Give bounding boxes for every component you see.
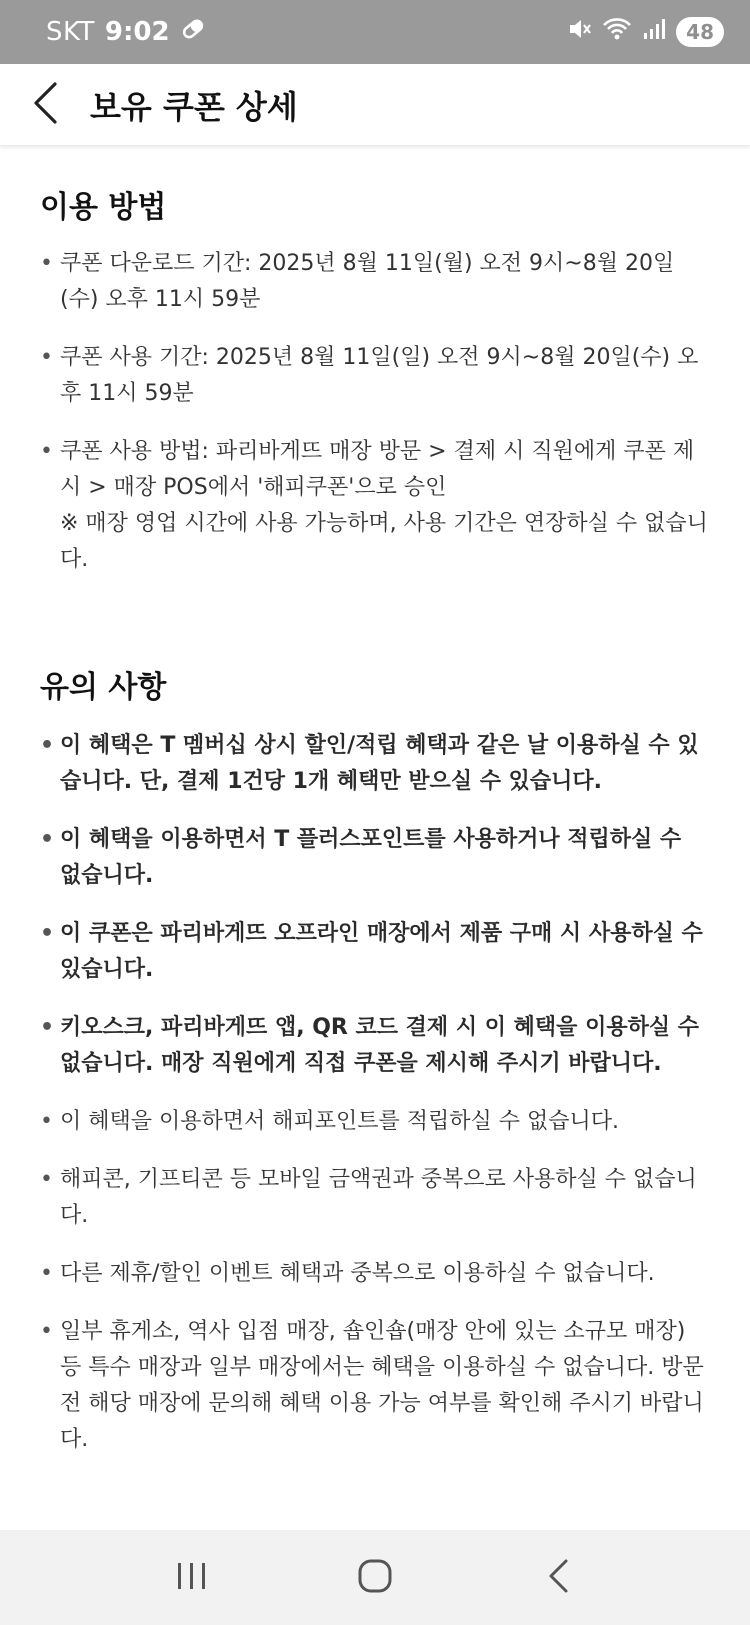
usage-item-text: 쿠폰 다운로드 기간: 2025년 8월 11일(월) 오전 9시~8월 20일(수) 오후 11시 59분 xyxy=(60,251,675,312)
clock: 9:02 xyxy=(104,17,170,47)
note-text: 이 혜택은 T 멤버십 상시 할인/적립 혜택과 같은 날 이용하실 수 있습니다. 단, 결제 1건당 1개 혜택만 받으실 수 있습니다. xyxy=(60,733,699,794)
status-right xyxy=(566,16,724,49)
coupon-detail-content[interactable] xyxy=(0,146,750,1530)
app-header xyxy=(0,64,750,146)
list-item xyxy=(40,1010,710,1082)
usage-list xyxy=(40,246,710,578)
status-bar xyxy=(0,0,750,64)
note-text: 일부 휴게소, 역사 입점 매장, 숍인숍(매장 안에 있는 소규모 매장) 등 특수 매장과 일부 매장에서는 혜택을 이용하실 수 없습니다. 방문 전 해당 매장에 문의해 혜택 이용 가능 여부를 확인해 주시기 바랍니다. xyxy=(60,1319,704,1452)
list-item xyxy=(40,1104,710,1140)
battery-badge: 48 xyxy=(676,17,724,47)
usage-item-note: ※ 매장 영업 시간에 사용 가능하며, 사용 기간은 연장하실 수 없습니다. xyxy=(60,511,708,572)
usage-item-download-period xyxy=(40,246,710,318)
recent-apps-icon xyxy=(174,1560,210,1596)
status-left xyxy=(46,16,206,49)
list-item xyxy=(40,822,710,894)
list-item xyxy=(40,728,710,800)
usage-item-text: 쿠폰 사용 기간: 2025년 8월 11일(일) 오전 9시~8월 20일(수) 오후 11시 59분 xyxy=(60,345,699,406)
back-icon xyxy=(546,1558,570,1598)
list-item xyxy=(40,1162,710,1234)
wifi-icon xyxy=(602,16,632,49)
recent-apps-button[interactable] xyxy=(152,1538,232,1618)
usage-item-method xyxy=(40,434,710,578)
home-button[interactable] xyxy=(335,1538,415,1618)
system-back-button[interactable] xyxy=(518,1538,598,1618)
note-text: 이 쿠폰은 파리바게뜨 오프라인 매장에서 제품 구매 시 사용하실 수 있습니다. xyxy=(60,921,703,982)
link-icon xyxy=(180,16,206,49)
mute-icon xyxy=(566,16,592,49)
note-text: 다른 제휴/할인 이벤트 혜택과 중복으로 이용하실 수 없습니다. xyxy=(60,1261,655,1286)
chevron-left-icon xyxy=(31,81,59,129)
system-nav-bar xyxy=(0,1530,750,1625)
notes-section-title: 유의 사항 xyxy=(40,670,167,705)
signal-icon xyxy=(642,16,666,49)
list-item xyxy=(40,916,710,988)
note-text: 해피콘, 기프티콘 등 모바일 금액권과 중복으로 사용하실 수 없습니다. xyxy=(60,1167,697,1228)
usage-item-text: 쿠폰 사용 방법: 파리바게뜨 매장 방문 > 결제 시 직원에게 쿠폰 제시 > 매장 POS에서 '해피쿠폰'으로 승인 xyxy=(60,439,695,500)
note-text: 이 혜택을 이용하면서 해피포인트를 적립하실 수 없습니다. xyxy=(60,1109,620,1134)
list-item xyxy=(40,1314,710,1458)
notes-list xyxy=(40,728,710,1458)
page-title: 보유 쿠폰 상세 xyxy=(90,87,298,126)
back-button[interactable] xyxy=(0,64,90,146)
home-icon xyxy=(357,1558,393,1598)
note-text: 키오스크, 파리바게뜨 앱, QR 코드 결제 시 이 혜택을 이용하실 수 없습니다. 매장 직원에게 직접 쿠폰을 제시해 주시기 바랍니다. xyxy=(60,1015,699,1076)
note-text: 이 혜택을 이용하면서 T 플러스포인트를 사용하거나 적립하실 수 없습니다. xyxy=(60,827,682,888)
usage-item-use-period xyxy=(40,340,710,412)
carrier-label: SKT xyxy=(46,17,95,47)
list-item xyxy=(40,1256,710,1292)
usage-section-title: 이용 방법 xyxy=(40,190,167,225)
